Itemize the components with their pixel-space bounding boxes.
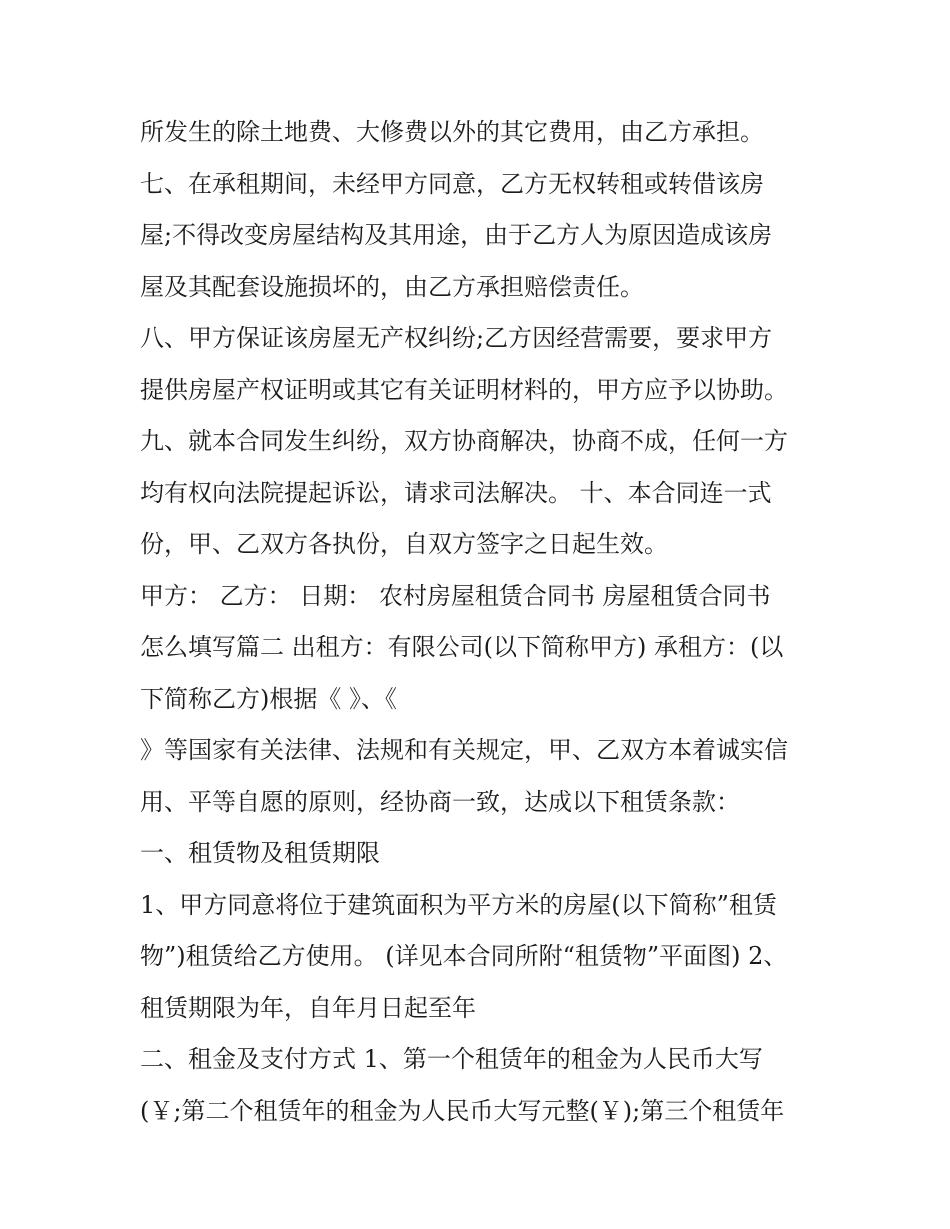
text-line: 租赁期限为年，自年月日起至年 — [140, 993, 476, 1022]
text-line: 下简称乙方)根据《 》、《 — [140, 684, 397, 713]
text-line: 物”)租赁给乙方使用。 (详见本合同所附“租赁物”平面图) 2、 — [140, 942, 788, 970]
text-line: 屋及其配套设施损坏的，由乙方承担赔偿责任。 — [140, 272, 644, 301]
text-line: 用、平等自愿的原则，经协商一致，达成以下租赁条款： — [140, 787, 740, 816]
contract-text — [140, 107, 820, 1137]
text-line: 二、租金及支付方式 1、第一个租赁年的租金为人民币大写 — [140, 1045, 763, 1073]
text-line: 份，甲、乙双方各执份，自双方签字之日起生效。 — [140, 530, 668, 558]
text-line: (￥;第二个租赁年的租金为人民币大写元整(￥);第三个租赁年 — [140, 1096, 785, 1125]
text-line: 怎么填写篇二 出租方：有限公司(以下简称甲方) 承租方：(以 — [140, 633, 784, 661]
text-line: 九、就本合同发生纠纷，双方协商解决，协商不成，任何一方 — [140, 427, 788, 455]
text-line: 一、租赁物及租赁期限 — [140, 839, 380, 867]
text-line: 均有权向法院提起诉讼，请求司法解决。 十、本合同连一式 — [140, 478, 772, 507]
text-line: 八、甲方保证该房屋无产权纠纷;乙方因经营需要，要求甲方 — [140, 324, 773, 352]
text-line: 提供房屋产权证明或其它有关证明材料的，甲方应予以协助。 — [140, 375, 788, 404]
text-line: 》等国家有关法律、法规和有关规定，甲、乙双方本着诚实信 — [140, 736, 788, 764]
text-line: 甲方： 乙方： 日期： 农村房屋租赁合同书 房屋租赁合同书 — [140, 581, 771, 610]
text-line: 七、在承租期间，未经甲方同意，乙方无权转租或转借该房 — [140, 169, 764, 198]
text-line: 屋;不得改变房屋结构及其用途，由于乙方人为原因造成该房 — [140, 221, 773, 249]
text-line: 所发生的除土地费、大修费以外的其它费用，由乙方承担。 — [140, 118, 764, 146]
text-line: 1、甲方同意将位于建筑面积为平方米的房屋(以下简称”租赁 — [140, 890, 777, 919]
